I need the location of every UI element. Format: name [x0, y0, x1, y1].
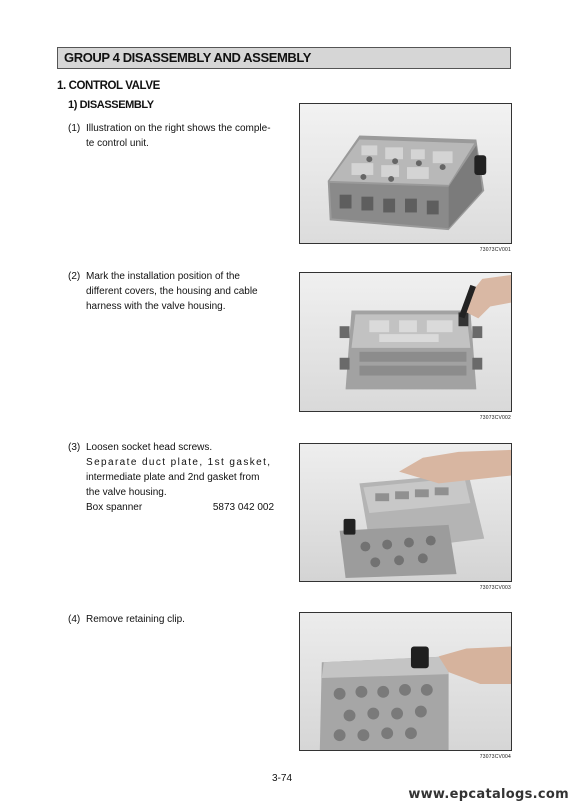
step-text-line: te control unit. — [86, 138, 149, 149]
photo-caption: 73073CV002 — [479, 415, 511, 421]
tool-name: Box spanner — [86, 502, 143, 513]
step-4 — [68, 612, 274, 627]
watermark: www.epcatalogs.com — [408, 787, 569, 802]
retaining-clip-photo — [299, 612, 512, 751]
step-text-line: Illustration on the right shows the comple- — [86, 123, 271, 134]
step-text-line: Mark the installation position of the — [86, 271, 240, 282]
photo-caption: 73073CV003 — [479, 585, 511, 591]
step-number: (2) — [68, 271, 81, 282]
separate-plate-photo — [299, 443, 512, 582]
step-3 — [68, 440, 274, 515]
step-text-line: intermediate plate and 2nd gasket from — [86, 472, 260, 483]
photo-caption: 73073CV001 — [479, 247, 511, 253]
step-text-line: harness with the valve housing. — [86, 301, 226, 312]
tool-row — [86, 500, 274, 515]
page-number: 3-74 — [272, 773, 293, 784]
photo-caption: 73073CV004 — [479, 754, 511, 760]
step-number: (1) — [68, 123, 81, 134]
step-text-line: Remove retaining clip. — [86, 614, 185, 625]
step-text-line: the valve housing. — [86, 487, 167, 498]
control-unit-photo — [299, 103, 512, 244]
step-text-line: Loosen socket head screws. — [86, 442, 213, 453]
step-number: (4) — [68, 614, 81, 625]
step-text-line: Separate duct plate, 1st gasket, — [86, 457, 272, 468]
section-title: 1. CONTROL VALVE — [57, 80, 160, 92]
tool-part-number: 5873 042 002 — [212, 502, 274, 513]
group-header: GROUP 4 DISASSEMBLY AND ASSEMBLY — [57, 47, 511, 69]
step-1 — [68, 121, 274, 151]
subsection-title: 1) DISASSEMBLY — [68, 99, 154, 111]
step-2 — [68, 269, 274, 314]
step-number: (3) — [68, 442, 81, 453]
step-text-line: different covers, the housing and cable — [86, 286, 258, 297]
marking-photo — [299, 272, 512, 412]
